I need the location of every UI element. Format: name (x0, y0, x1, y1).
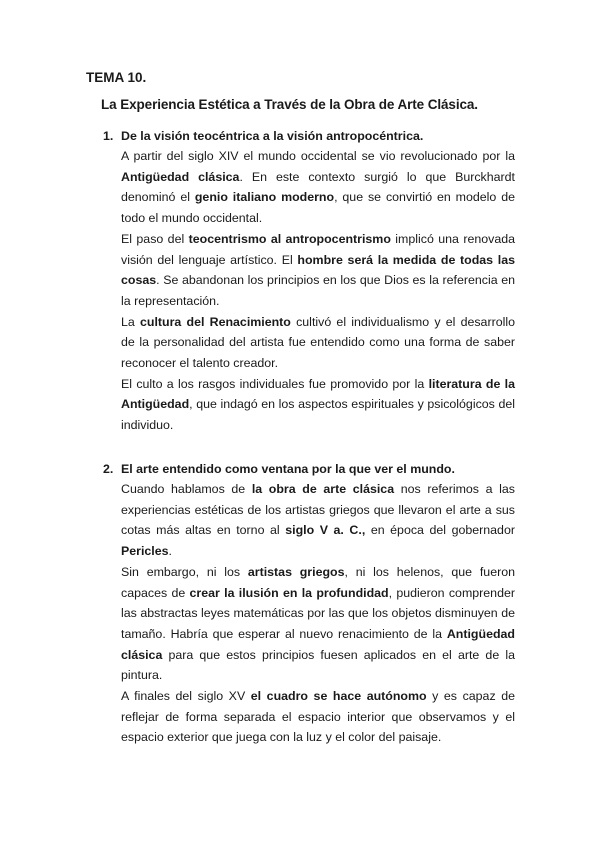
paragraph-text: , que indagó en los aspectos espirituales y psicológicos del individuo. (121, 397, 515, 433)
paragraph-text: para que estos principios fuesen aplicados en el arte de la pintura. (121, 647, 515, 683)
bold-text: cultura del Renacimiento (140, 314, 291, 329)
bold-text: la obra de arte clásica (251, 482, 395, 496)
bold-text: artistas griegos (247, 564, 345, 579)
paragraph-text: cultivó el individualismo y el desarrollo de la personalidad del artista fue entendido como una forma de saber reconocer el talento creador. (121, 314, 515, 371)
paragraph-text: nos referimos a las experiencias estéticas de los artistas griegos que llevaron el arte a sus cotas más altas en torno al (121, 482, 515, 538)
section-2-title: El arte entendido como ventana por la que ver el mundo. (121, 462, 455, 476)
section-2-body (121, 479, 515, 748)
paragraph-text: . Se abandonan los principios en los que Dios es la referencia en la representación. (121, 273, 515, 308)
section1-paragraph (121, 374, 515, 436)
section1-paragraph (121, 312, 515, 374)
bold-text: Antigüedad clásica (121, 626, 515, 662)
paragraph-text: A partir del siglo XIV el mundo occidental se vio revolucionado por la (121, 149, 515, 163)
bold-text: genio italiano moderno (194, 190, 335, 205)
bold-text: el cuadro se hace autónomo (250, 689, 427, 704)
bold-text: hombre será la medida de todas las cosas (121, 252, 516, 288)
paragraph-text: Cuando hablamos de (121, 482, 252, 496)
paragraph-text: . (168, 544, 172, 559)
section1-paragraph (121, 229, 515, 312)
bold-text: literatura de la Antigüedad (121, 376, 515, 412)
paragraph-text: , ni los helenos, que fueron capaces de (121, 564, 515, 600)
paragraph-text: en época del gobernador (365, 523, 515, 538)
bold-text: teocentrismo al antropocentrismo (188, 231, 391, 246)
bold-text: Pericles (121, 544, 169, 559)
section-2-number: 2. (103, 462, 114, 476)
bold-text: Antigüedad clásica (121, 169, 240, 184)
section2-paragraph (121, 562, 515, 686)
paragraph-text: La (121, 314, 140, 329)
document-subtitle: La Experiencia Estética a Través de la Obra de Arte Clásica. (101, 97, 478, 112)
topic-heading: TEMA 10. (86, 70, 147, 85)
paragraph-text: , que se convirtió en modelo de todo el mundo occidental. (121, 190, 515, 226)
paragraph-text: , pudieron comprender las abstractas leyes matemáticas por las que los objetos disminuyen de tamaño. Habría que esperar al nuevo renacimiento de la (121, 585, 515, 641)
section1-paragraph (121, 146, 515, 229)
section-1-number: 1. (103, 129, 114, 143)
bold-text: crear la ilusión en la profundidad (189, 585, 389, 600)
section2-paragraph (121, 686, 515, 748)
section-1-title: De la visión teocéntrica a la visión antropocéntrica. (121, 129, 424, 143)
section-1-body (121, 146, 515, 436)
paragraph-text: El culto a los rasgos individuales fue promovido por la (121, 376, 429, 391)
paragraph-text: Sin embargo, ni los (121, 564, 248, 579)
section2-paragraph (121, 479, 515, 562)
paragraph-text: A finales del siglo XV (121, 689, 251, 704)
paragraph-text: implicó una renovada visión del lenguaje artístico. El (121, 231, 516, 267)
section-1-heading (103, 129, 423, 143)
paragraph-text: El paso del (121, 231, 189, 246)
bold-text: siglo V a. C., (285, 523, 366, 538)
section-2-heading (103, 462, 455, 476)
paragraph-text: y es capaz de reflejar de forma separada el espacio interior que observamos y el espacio exterior que juega con la luz y el color del paisaje. (121, 689, 515, 745)
paragraph-text: . En este contexto surgió lo que Burckhardt denominó el (121, 169, 515, 205)
